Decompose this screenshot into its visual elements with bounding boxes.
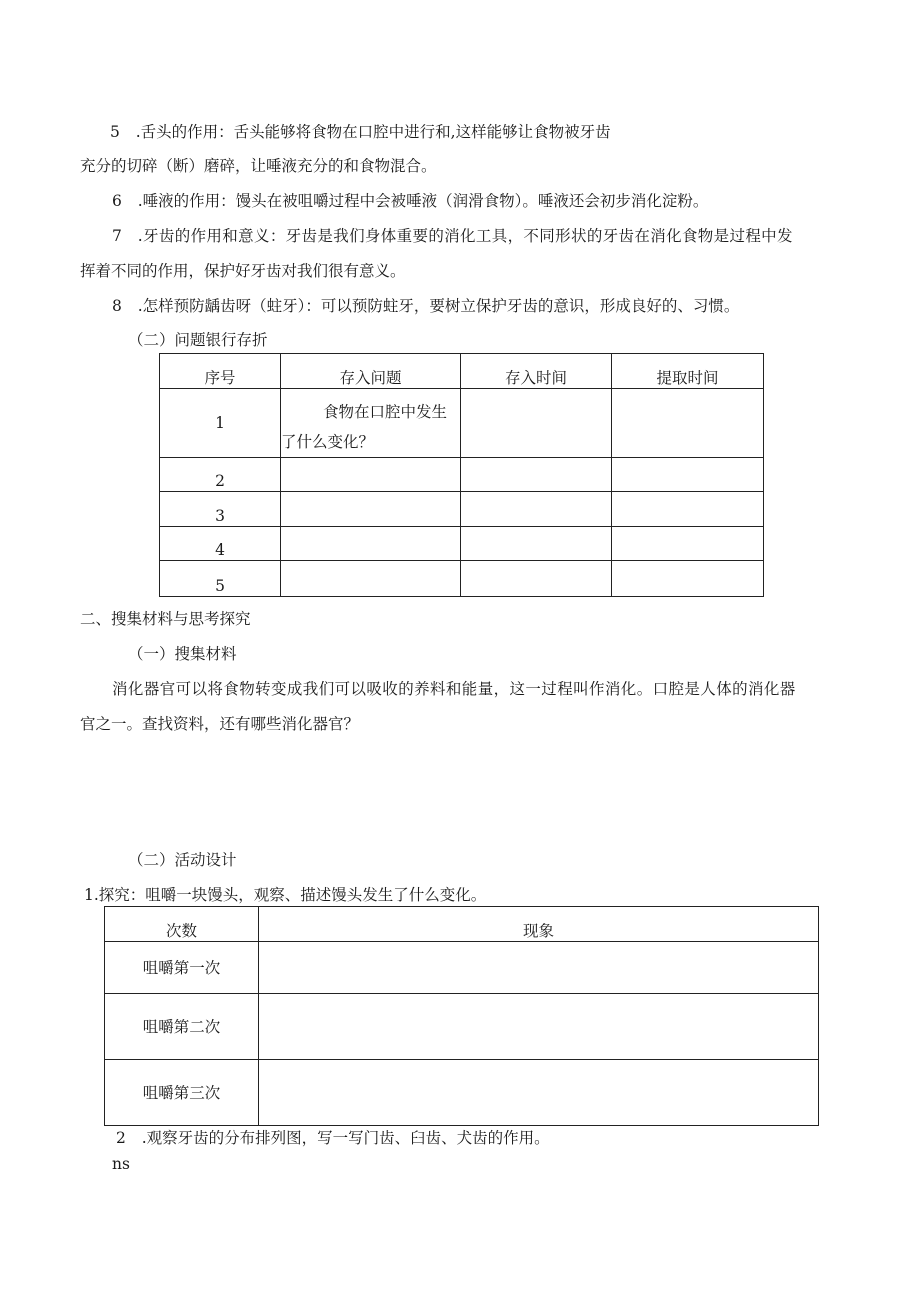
item-8 — [112, 296, 739, 316]
item-text: .舌头的作用：舌头能够将食物在口腔中进行和,这样能够让食物被牙齿 — [135, 123, 611, 141]
row-number: 5 — [160, 561, 281, 597]
item-7 — [112, 226, 793, 246]
question-bank-table — [159, 353, 764, 597]
table-row — [160, 561, 764, 597]
column-header-question: 存入问题 — [281, 354, 461, 389]
question-line: 食物在口腔中发生 — [323, 403, 448, 421]
table-row — [160, 527, 764, 561]
item-text: .怎样预防龋齿呀（蛀牙）：可以预防蛀牙，要树立保护牙齿的意识，形成良好的、习惯。 — [137, 297, 740, 315]
question-line: 了什么变化？ — [281, 433, 375, 451]
question-cell[interactable] — [281, 527, 461, 561]
withdraw-time-cell[interactable] — [612, 458, 764, 492]
deposit-time-cell[interactable] — [461, 561, 612, 597]
item-text: .唾液的作用：馒头在被咀嚼过程中会被唾液（润滑食物）。唾液还会初步消化淀粉。 — [137, 192, 709, 210]
question-bank-heading: （二）问题银行存折 — [128, 331, 268, 349]
deposit-time-cell[interactable] — [461, 492, 612, 527]
task-number: 2 — [116, 1129, 126, 1147]
table-row — [105, 1060, 819, 1126]
item-number: 7 — [112, 227, 122, 245]
table-row — [105, 994, 819, 1060]
phenomenon-cell[interactable] — [259, 994, 819, 1060]
question-cell — [281, 389, 461, 458]
collect-materials-heading: （一）搜集材料 — [128, 645, 237, 663]
row-number: 4 — [160, 527, 281, 561]
column-header-times: 次数 — [105, 907, 259, 942]
item-5-continued — [80, 156, 437, 176]
times-cell: 咀嚼第三次 — [105, 1060, 259, 1126]
withdraw-time-cell[interactable] — [612, 492, 764, 527]
chewing-observation-table — [104, 906, 819, 1126]
table-header-row — [105, 907, 819, 942]
item-number: 8 — [112, 297, 122, 315]
deposit-time-cell[interactable] — [461, 458, 612, 492]
activity-design-heading: （二）活动设计 — [128, 851, 237, 869]
item-text: 挥着不同的作用，保护好牙齿对我们很有意义。 — [80, 262, 406, 280]
table-row — [160, 458, 764, 492]
paragraph-line: 官之一。查找资料，还有哪些消化器官？ — [80, 715, 360, 733]
times-cell: 咀嚼第一次 — [105, 942, 259, 994]
item-text: 充分的切碎（断）磨碎，让唾液充分的和食物混合。 — [80, 157, 437, 175]
row-number: 2 — [160, 458, 281, 492]
column-header-withdraw-time: 提取时间 — [612, 354, 764, 389]
footer-fragment: ns — [112, 1155, 130, 1173]
deposit-time-cell[interactable] — [461, 527, 612, 561]
item-7-continued — [80, 261, 406, 281]
column-header-phenomenon: 现象 — [259, 907, 819, 942]
section-two-heading: 二、搜集材料与思考探究 — [80, 610, 251, 628]
question-cell[interactable] — [281, 561, 461, 597]
task-2 — [116, 1128, 550, 1148]
item-number: 6 — [112, 192, 122, 210]
table-row — [105, 942, 819, 994]
deposit-time-cell[interactable] — [461, 389, 612, 458]
withdraw-time-cell[interactable] — [612, 389, 764, 458]
times-cell: 咀嚼第二次 — [105, 994, 259, 1060]
row-number: 3 — [160, 492, 281, 527]
item-6 — [112, 191, 708, 211]
row-number: 1 — [160, 389, 281, 458]
task-text: .观察牙齿的分布排列图，写一写门齿、臼齿、犬齿的作用。 — [141, 1129, 550, 1147]
question-cell[interactable] — [281, 492, 461, 527]
table-header-row — [160, 354, 764, 389]
column-header-deposit-time: 存入时间 — [461, 354, 612, 389]
item-text: .牙齿的作用和意义：牙齿是我们身体重要的消化工具，不同形状的牙齿在消化食物是过程中发 — [137, 227, 793, 245]
item-number: 5 — [110, 123, 120, 141]
table-row — [160, 492, 764, 527]
phenomenon-cell[interactable] — [259, 1060, 819, 1126]
question-cell[interactable] — [281, 458, 461, 492]
table-row — [160, 389, 764, 458]
phenomenon-cell[interactable] — [259, 942, 819, 994]
withdraw-time-cell[interactable] — [612, 561, 764, 597]
column-header-serial: 序号 — [160, 354, 281, 389]
paragraph-line: 消化器官可以将食物转变成我们可以吸收的养料和能量，这一过程叫作消化。口腔是人体的消化器 — [112, 680, 796, 698]
item-5 — [110, 122, 611, 142]
withdraw-time-cell[interactable] — [612, 527, 764, 561]
task-1: 1.探究：咀嚼一块馒头，观察、描述馒头发生了什么变化。 — [84, 886, 487, 904]
